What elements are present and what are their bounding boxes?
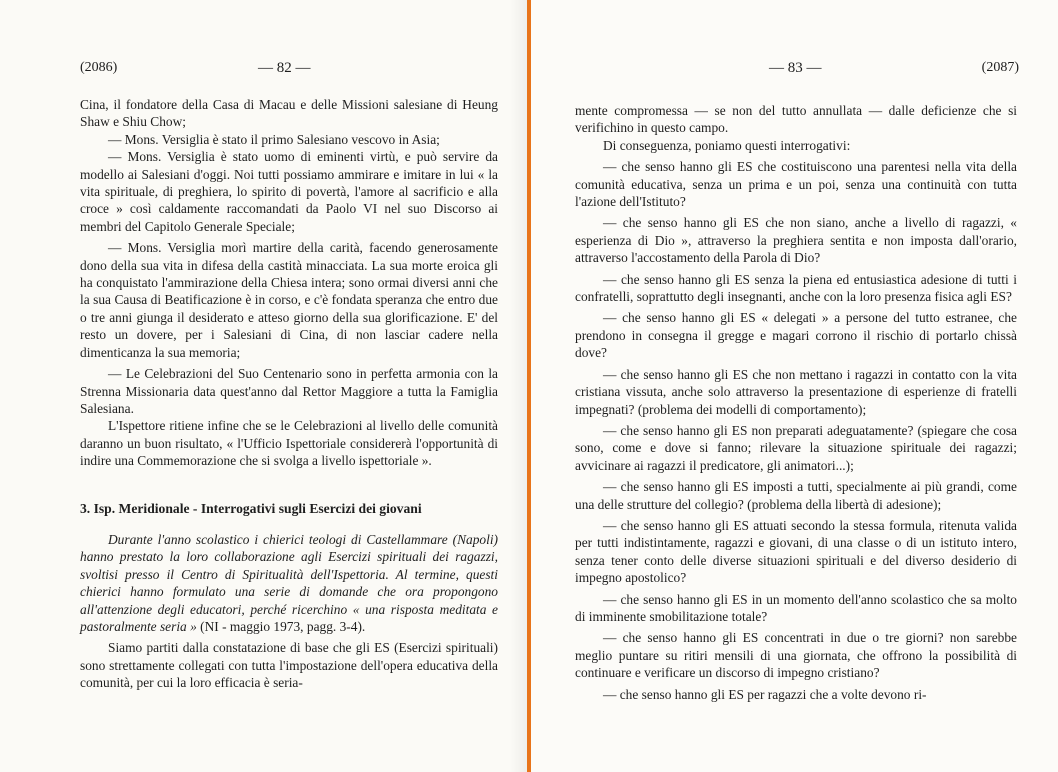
left-page-number: — 82 — — [258, 60, 311, 76]
paragraph: Siamo partiti dalla constatazione di base che gli ES (Esercizi spirituali) sono strettamente collegati con tutta l'impostazione dell'opera educativa della comunità, per cui la loro efficacia è seria- — [80, 640, 498, 691]
question-item: — che senso hanno gli ES in un momento dell'anno scolastico che sa molto di imminente smobilitazione totale? — [575, 591, 1017, 624]
paragraph: — Mons. Versiglia è stato uomo di eminenti virtù, e può servire da modello ai Salesiani d'oggi. Noi tutti possiamo ammirare e imitare in lui « la vita spirituale, di preghiera, lo spirito di povertà, l'amore al sacrificio e alla croce » così caldamente raccomandati da Paolo VI nel suo Discorso ai membri del Capitolo Generale Speciale; — [80, 149, 498, 234]
right-page-code: (2087) — [981, 60, 1019, 75]
italic-intro-paragraph — [80, 531, 498, 635]
section-heading: 3. Isp. Meridionale - Interrogativi sugli Esercizi dei giovani — [80, 500, 422, 516]
left-text-block — [80, 96, 498, 692]
left-running-head — [80, 60, 500, 80]
paragraph: Cina, il fondatore della Casa di Macau e delle Missioni salesiane di Heung Shaw e Shiu Chow; — [80, 97, 498, 130]
gutter-shadow — [510, 0, 527, 772]
paragraph: mente compromessa — se non del tutto annullata — dalle deficienze che si verifichino in questo campo. — [575, 103, 1017, 136]
paragraph: Di conseguenza, poniamo questi interrogativi: — [603, 137, 851, 153]
question-item: — che senso hanno gli ES che non mettano i ragazzi in contatto con la vita cristiana vissuta, anche solo attraverso la presentazione di esperienze di fratelli impegnati? (problema dei modelli di comportamento); — [575, 366, 1017, 417]
right-page — [531, 0, 1058, 772]
right-running-head — [579, 60, 1019, 80]
question-item: — che senso hanno gli ES concentrati in due o tre giorni? non sarebbe meglio puntare su ritiri mensili di una giornata, che offrono la possibilità di continuare e verificare un discorso di impegno cristiano? — [575, 630, 1017, 681]
question-item: — che senso hanno gli ES « delegati » a persone del tutto estranee, che prendono in consegna il gregge e magari corrono il rischio di portarlo chissà dove? — [575, 310, 1017, 361]
left-page — [0, 0, 527, 772]
right-text-block — [575, 102, 1017, 703]
citation: (NI - maggio 1973, pagg. 3-4). — [196, 618, 366, 634]
question-item: — che senso hanno gli ES senza la piena ed entusiastica adesione di tutti i confratelli, soprattutto degli insegnanti, anche con la loro presenza fisica agli ES? — [575, 271, 1017, 305]
paragraph: L'Ispettore ritiene infine che se le Celebrazioni al livello delle comunità daranno un buon risultato, « l'Ufficio Ispettoriale considererà l'opportunità di indire una Commemorazione che si svolga a livello ispettoriale ». — [80, 418, 498, 469]
paragraph: — Le Celebrazioni del Suo Centenario sono in perfetta armonia con la Strenna Missionaria data quest'anno dal Rettor Maggiore a tutta la Famiglia Salesiana. — [80, 366, 498, 416]
question-item: — che senso hanno gli ES per ragazzi che a volte devono ri- — [603, 686, 927, 702]
left-page-code: (2086) — [80, 60, 118, 75]
italic-intro: Durante l'anno scolastico i chierici teologi di Castellammare (Napoli) hanno prestato la loro collaborazione agli Esercizi spirituali dei ragazzi, svoltisi presso il Centro di Spiritualità dell'Ispettoria. Al termine, questi chierici hanno formulato una serie di domande che ora propongono all'attenzione degli educatori, perché ricerchino « una risposta meditata e pastoralmente seria » — [80, 531, 498, 634]
question-item: — che senso hanno gli ES che costituiscono una parentesi nella vita della comunità educativa, senza un prima e un poi, senza una continuità con tutta l'azione dell'Istituto? — [575, 159, 1017, 210]
paragraph: — Mons. Versiglia è stato il primo Salesiano vescovo in Asia; — [108, 131, 440, 147]
paragraph: — Mons. Versiglia morì martire della carità, facendo generosamente dono della sua vita in difesa della castità minacciata. La sua morte eroica gli ha conquistato l'ammirazione della Chiesa intera; sono ormai diversi anni che la sua Causa di Beatificazione è in corso, e c'è fondata speranza che entro due o tre anni giunga il desiderato e atteso giorno della sua glorificazione. E' del resto un dovere, per i Salesiani di Cina, di non lasciar cadere nella dimenticanza la sua memoria; — [80, 240, 498, 360]
question-item: — che senso hanno gli ES attuati secondo la stessa formula, ritenuta valida per tutti indistintamente, ragazzi e giovani, di una classe o di un istituto intero, senza tener conto delle diverse situazioni spirituali e del diverso desiderio di impegno apostolico? — [575, 517, 1017, 586]
right-page-number: — 83 — — [769, 60, 822, 76]
question-item: — che senso hanno gli ES che non siano, anche a livello di ragazzi, « esperienza di Dio », attraverso la preghiera sentita e non imposta dall'orario, attraverso l'accostamento della Parola di Dio? — [575, 215, 1017, 266]
question-item: — che senso hanno gli ES non preparati adeguatamente? (spiegare che cosa sono, come e dove si fanno; rilevare la situazione spirituale dei ragazzi; avvicinare ai ragazzi il predicatore, gli animatori...); — [575, 422, 1017, 473]
question-item: — che senso hanno gli ES imposti a tutti, specialmente ai più grandi, come una delle strutture del collegio? (problema della libertà di adesione); — [575, 479, 1017, 512]
